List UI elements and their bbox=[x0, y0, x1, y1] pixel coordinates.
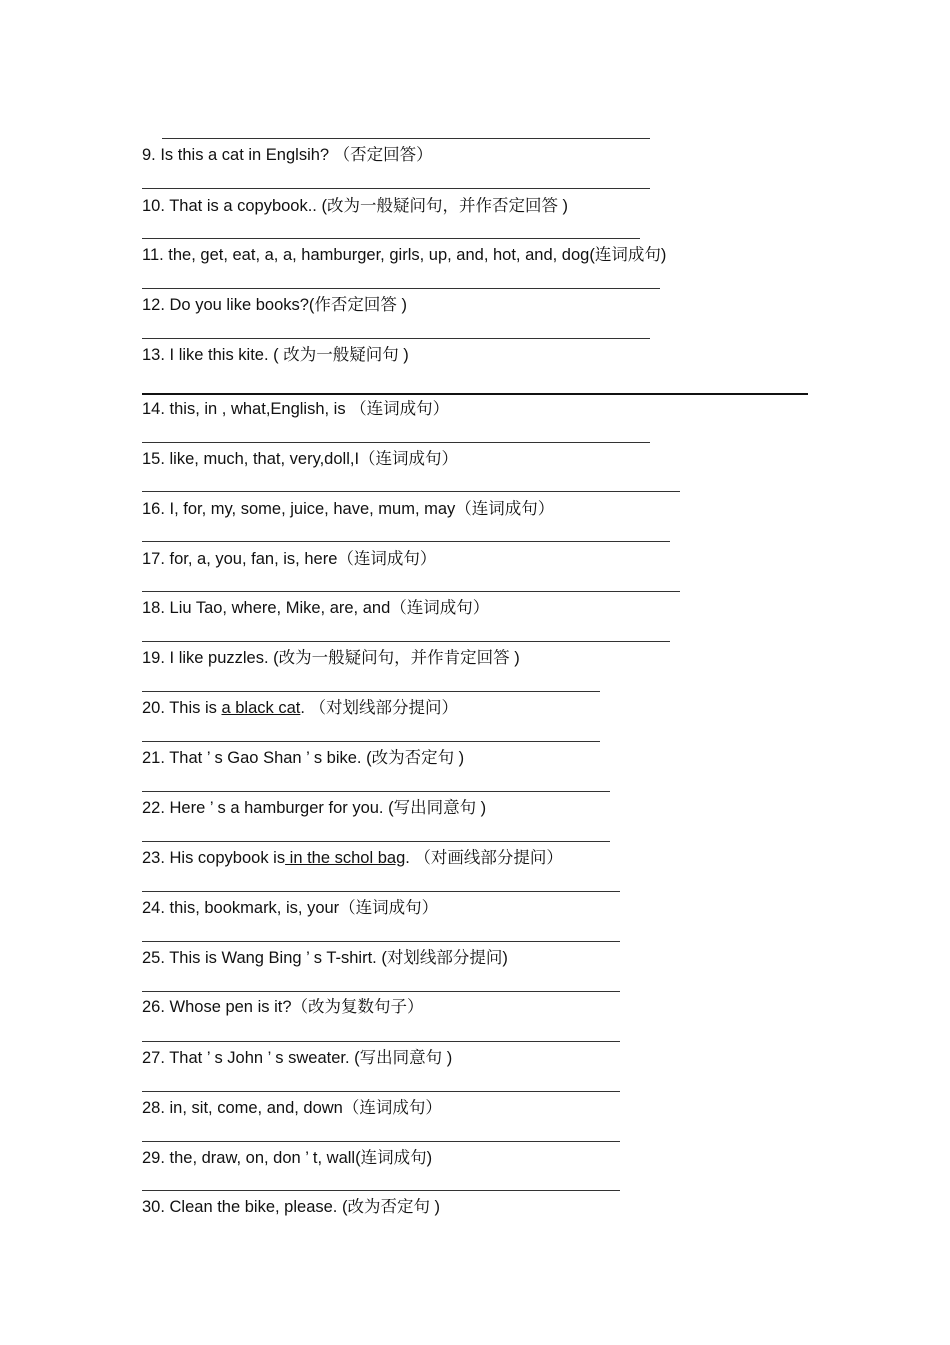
question-9: 9. Is this a cat in Englsih? （否定回答） bbox=[142, 146, 433, 164]
answer-line bbox=[142, 541, 670, 542]
question-29: 29. the, draw, on, don ’ t, wall(连词成句) bbox=[142, 1149, 433, 1167]
answer-line bbox=[142, 238, 640, 239]
answer-line bbox=[142, 641, 670, 642]
question-28: 28. in, sit, come, and, down（连词成句） bbox=[142, 1099, 442, 1117]
question-19: 19. I like puzzles. (改为一般疑问句，并作肯定回答 ) bbox=[142, 649, 520, 667]
answer-line bbox=[142, 1091, 620, 1092]
question-13: 13. I like this kite. ( 改为一般疑问句 ) bbox=[142, 346, 409, 364]
question-20-underlined: a black cat bbox=[221, 699, 301, 717]
answer-line bbox=[142, 338, 650, 339]
answer-line bbox=[142, 891, 620, 892]
question-17: 17. for, a, you, fan, is, here（连词成句） bbox=[142, 550, 437, 568]
answer-line bbox=[142, 841, 610, 842]
question-20-suffix: . （对划线部分提问） bbox=[300, 699, 459, 717]
answer-line bbox=[142, 442, 650, 443]
question-23-prefix: 23. His copybook is bbox=[142, 849, 286, 867]
question-20 bbox=[142, 698, 458, 718]
question-16: 16. I, for, my, some, juice, have, mum, may（连词成句） bbox=[142, 500, 555, 518]
question-23-suffix: . （对画线部分提问） bbox=[405, 849, 563, 867]
question-21: 21. That ’ s Gao Shan ’ s bike. (改为否定句 ) bbox=[142, 749, 465, 767]
question-10: 10. That is a copybook.. (改为一般疑问句，并作否定回答 ) bbox=[142, 197, 569, 215]
question-23 bbox=[142, 848, 563, 868]
answer-line bbox=[142, 691, 600, 692]
question-22: 22. Here ’ s a hamburger for you. (写出同意句 ) bbox=[142, 799, 487, 817]
question-25: 25. This is Wang Bing ’ s T-shirt. (对划线部分提问) bbox=[142, 949, 508, 967]
answer-line bbox=[162, 138, 650, 139]
question-24: 24. this, bookmark, is, your（连词成句） bbox=[142, 899, 439, 917]
answer-line bbox=[142, 941, 620, 942]
answer-line bbox=[142, 791, 610, 792]
question-14: 14. this, in , what,English, is （连词成句） bbox=[142, 400, 450, 418]
answer-line bbox=[142, 1141, 620, 1142]
question-12: 12. Do you like books?(作否定回答 ) bbox=[142, 296, 408, 314]
answer-line bbox=[142, 393, 808, 395]
question-27: 27. That ’ s John ’ s sweater. (写出同意句 ) bbox=[142, 1049, 453, 1067]
answer-line bbox=[142, 1041, 620, 1042]
answer-line bbox=[142, 991, 620, 992]
question-18: 18. Liu Tao, where, Mike, are, and（连词成句） bbox=[142, 599, 490, 617]
question-15: 15. like, much, that, very,doll,I（连词成句） bbox=[142, 450, 459, 468]
answer-line bbox=[142, 1190, 620, 1191]
answer-line bbox=[142, 491, 680, 492]
answer-line bbox=[142, 288, 660, 289]
question-30: 30. Clean the bike, please. (改为否定句 ) bbox=[142, 1198, 441, 1216]
question-11: 11. the, get, eat, a, a, hamburger, girls, up, and, hot, and, dog(连词成句) bbox=[142, 246, 667, 264]
answer-line bbox=[142, 741, 600, 742]
answer-line bbox=[142, 591, 680, 592]
question-20-prefix: 20. This is bbox=[142, 699, 222, 717]
question-26: 26. Whose pen is it?（改为复数句子） bbox=[142, 998, 424, 1016]
answer-line bbox=[142, 188, 650, 189]
question-23-underlined: in the schol bag bbox=[285, 849, 406, 867]
